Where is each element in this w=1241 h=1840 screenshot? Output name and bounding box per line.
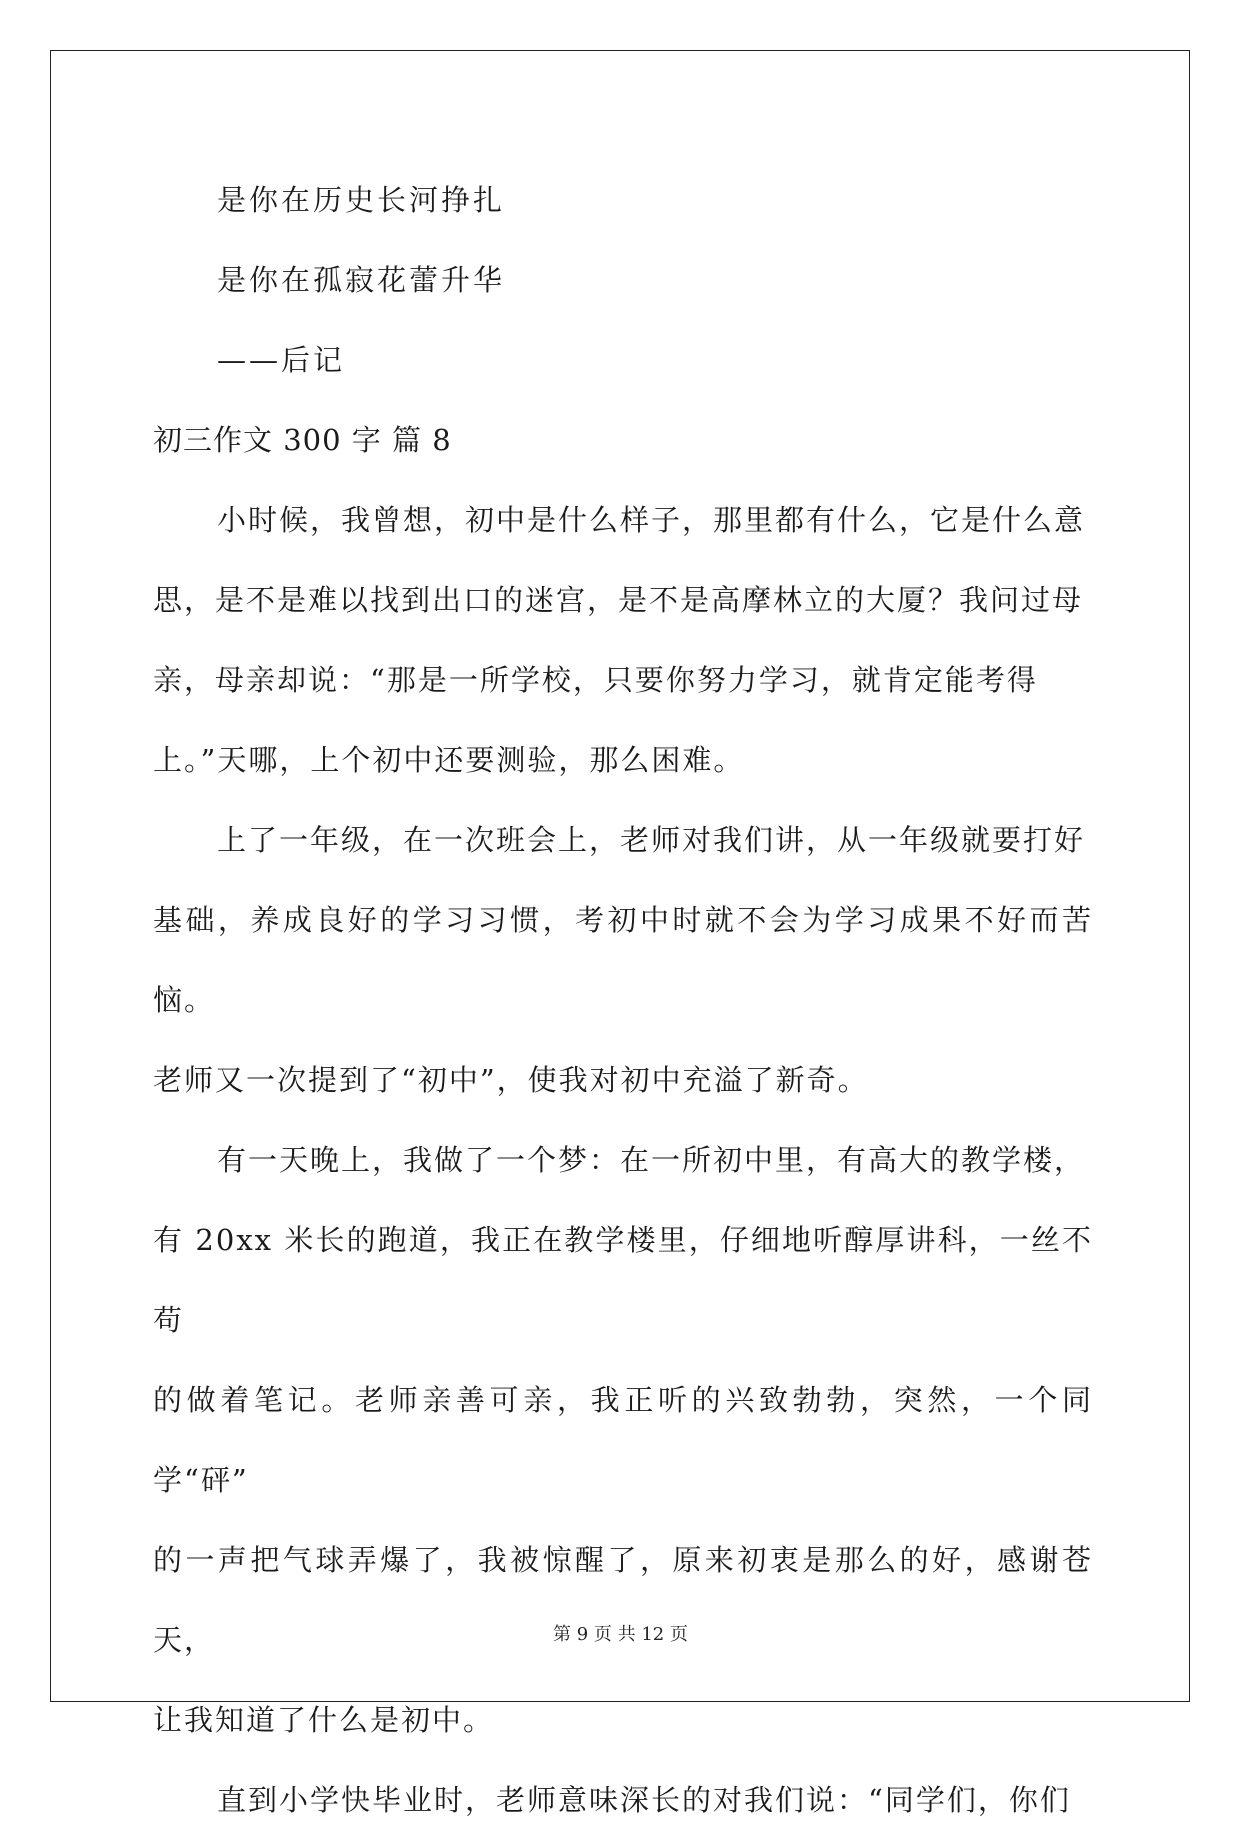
- text-line: 让我知道了什么是初中。: [153, 1703, 495, 1737]
- text-line: 直到小学快毕业时，老师意味深长的对我们说：“同学们，你们: [217, 1783, 1071, 1817]
- text-line: 上了一年级，在一次班会上，老师对我们讲，从一年级就要打好: [217, 823, 1086, 857]
- text-line: 的做着笔记。老师亲善可亲，我正听的兴致勃勃，突然，一个同学“砰”: [153, 1383, 1093, 1497]
- paragraph-4: [153, 1760, 1093, 1840]
- document-body: [153, 160, 1093, 1840]
- text-line: 有一天晚上，我做了一个梦：在一所初中里，有高大的教学楼，: [217, 1143, 1086, 1177]
- text-line: 的一声把气球弄爆了，我被惊醒了，原来初衷是那么的好，感谢苍天，: [153, 1543, 1093, 1657]
- poem-line: 是你在历史长河挣扎: [217, 183, 506, 217]
- text-line: 上。”天哪，上个初中还要测验，那么困难。: [153, 743, 745, 777]
- text-line: 小时候，我曾想，初中是什么样子，那里都有什么，它是什么意: [217, 503, 1086, 537]
- text-line: 亲，母亲却说：“那是一所学校，只要你努力学习，就肯定能考得: [153, 663, 1038, 697]
- afterword-line: ——后记: [217, 343, 346, 377]
- text-line: 基础，养成良好的学习习惯，考初中时就不会为学习成果不好而苦恼。: [153, 903, 1093, 1017]
- poem-line: 是你在孤寂花蕾升华: [217, 263, 506, 297]
- text-line: 有 20xx 米长的跑道，我正在教学楼里，仔细地听醇厚讲科，一丝不苟: [153, 1223, 1093, 1337]
- text-line: 老师又一次提到了“初中”，使我对初中充溢了新奇。: [153, 1063, 869, 1097]
- paragraph-1: [153, 480, 1093, 800]
- section-title: 初三作文 300 字 篇 8: [153, 423, 452, 457]
- text-line: 思，是不是难以找到出口的迷宫，是不是高摩林立的大厦？我问过母: [153, 583, 1084, 617]
- paragraph-3: [153, 1120, 1093, 1760]
- paragraph-2: [153, 800, 1093, 1120]
- page-footer: 第 9 页 共 12 页: [553, 1624, 688, 1645]
